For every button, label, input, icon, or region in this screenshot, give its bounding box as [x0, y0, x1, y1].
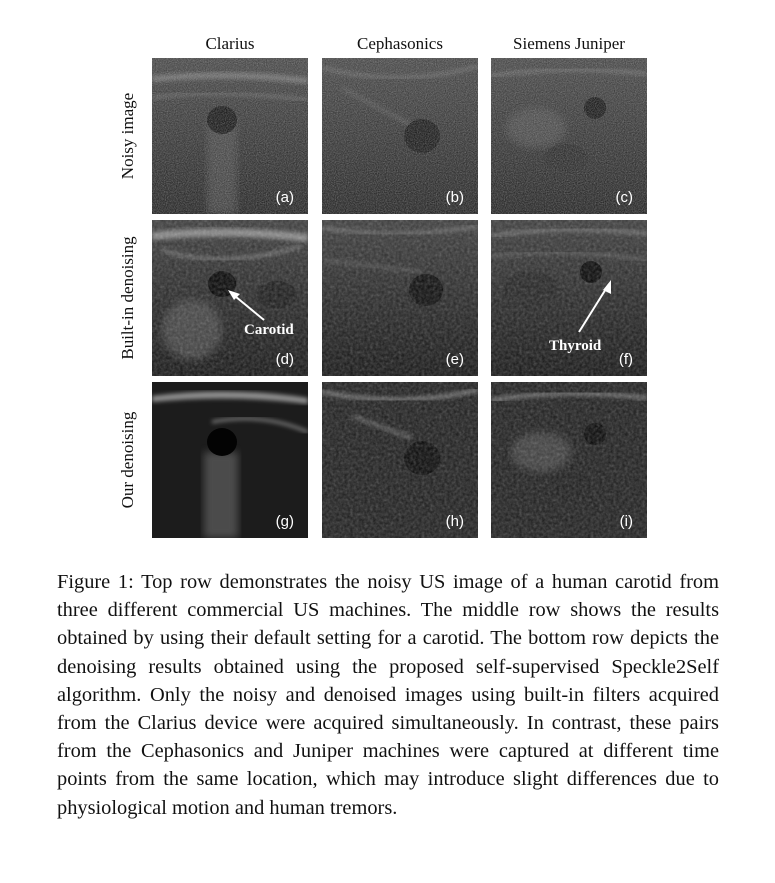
- panel-d: [152, 220, 308, 376]
- column-header-cephasonics: Cephasonics: [357, 34, 443, 53]
- row-label-noisy: Noisy image: [118, 92, 137, 180]
- panel-label-f: (f): [618, 351, 633, 368]
- panel-label-e: (e): [445, 351, 464, 368]
- panel-f: [491, 220, 647, 376]
- panel-b: [322, 58, 478, 214]
- figure-caption: Figure 1: Top row demonstrates the noisy US image of a human carotid from three different commercial US machines. The middle row shows the results obtained by using their default setting for a carotid. The bottom row depicts the denoising results obtained using the proposed self-supervised Speckle2Self algorithm. Only the noisy and denoised images using built-in filters acquired from the Clarius device were acquired simultaneously. In contrast, these pairs from the Cephasonics and Juniper machines were captured at different time points from the same location, which may introduce slight differences due to physiological motion and human tremors.: [57, 571, 719, 819]
- panel-label-b: (b): [445, 189, 464, 206]
- panel-i: [491, 382, 647, 538]
- panel-label-g: (g): [275, 513, 294, 530]
- panel-label-d: (d): [275, 351, 294, 368]
- panel-a: [152, 58, 308, 214]
- panel-e: [322, 220, 478, 376]
- annotation-carotid: Carotid: [244, 322, 294, 338]
- row-label-ours: Our denoising: [118, 411, 137, 509]
- column-header-siemens-juniper: Siemens Juniper: [513, 34, 625, 53]
- panel-g: [152, 382, 308, 538]
- panel-label-c: (c): [615, 189, 633, 206]
- column-header-clarius: Clarius: [205, 34, 255, 53]
- panel-label-i: (i): [619, 513, 633, 530]
- row-label-built-in: Built-in denoising: [118, 236, 137, 360]
- panel-c: [491, 58, 647, 214]
- panel-label-h: (h): [445, 513, 464, 530]
- panel-h: [322, 382, 478, 538]
- annotation-thyroid: Thyroid: [549, 338, 602, 354]
- panel-label-a: (a): [275, 189, 294, 206]
